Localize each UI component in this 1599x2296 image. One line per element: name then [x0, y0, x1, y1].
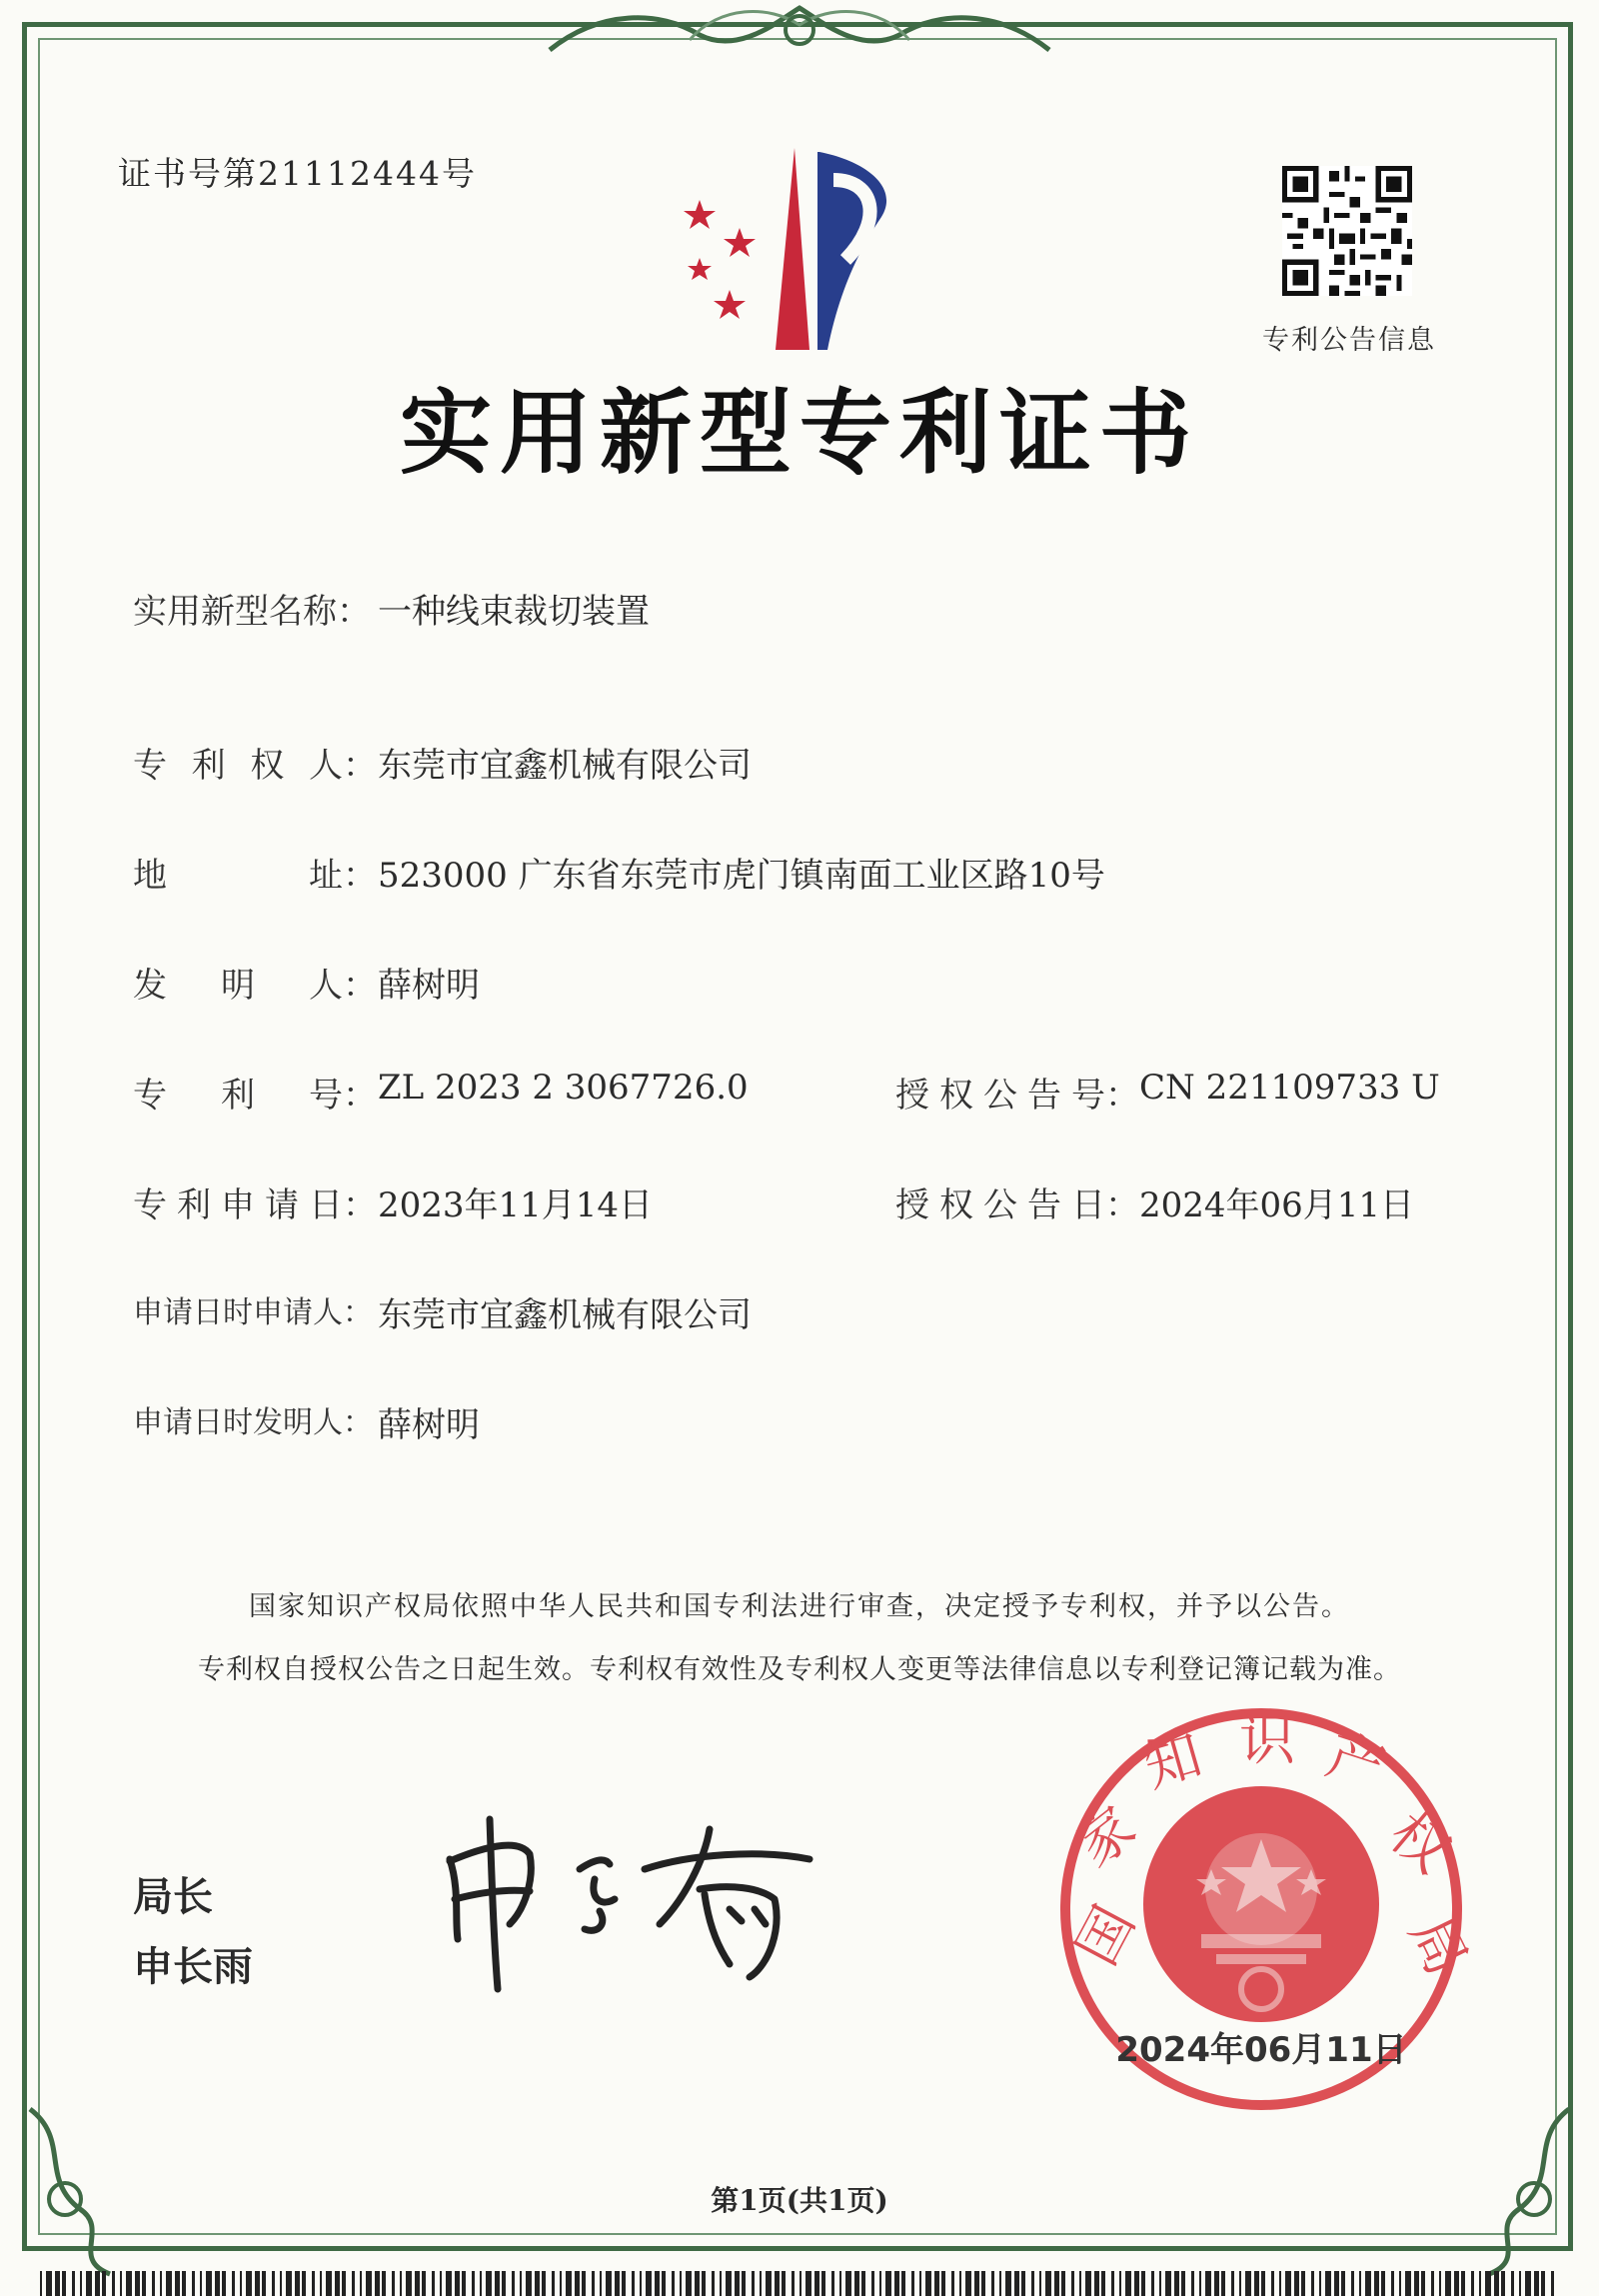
qr-caption: 专利公告信息	[1262, 325, 1436, 356]
colon: ：	[343, 856, 377, 896]
address-label: 地 址	[133, 856, 343, 896]
inventor-at-filing-label: 申请日时发明人：	[133, 1405, 373, 1440]
svg-text:产: 产	[1318, 1722, 1393, 1802]
svg-text:权: 权	[1377, 1799, 1462, 1886]
colon: ：	[343, 1076, 377, 1116]
top-ornament-icon	[540, 0, 1059, 60]
applicant-at-filing-label: 申请日时申请人：	[133, 1295, 373, 1330]
inventor-at-filing-value: 薛树明	[378, 1405, 480, 1445]
colon: ：	[343, 966, 377, 1006]
publication-date-label: 授 权 公 告 日	[895, 1185, 1105, 1225]
seal-date: 2024年06月11日	[1115, 2030, 1407, 2070]
colon: ：	[343, 1185, 377, 1225]
certificate-title: 实用新型专利证书	[399, 380, 1199, 487]
svg-text:家: 家	[1063, 1794, 1148, 1881]
patentee-value: 东莞市宜鑫机械有限公司	[378, 746, 752, 786]
publication-number-label: 授 权 公 告 号	[895, 1076, 1105, 1116]
application-date-value: 2023年11月14日	[378, 1185, 654, 1225]
svg-text:局: 局	[1396, 1906, 1480, 1986]
colon: ：	[1105, 1185, 1139, 1225]
svg-text:知: 知	[1136, 1722, 1209, 1801]
utility-name-label: 实用新型名称：	[133, 592, 371, 632]
barcode-icon	[40, 2271, 1559, 2296]
official-seal-icon	[1051, 1699, 1480, 2119]
certificate-number: 证书号第21112444号	[118, 154, 477, 193]
publication-date-value: 2024年06月11日	[1139, 1185, 1415, 1225]
utility-name-value: 一种线束裁切装置	[378, 592, 650, 632]
handwritten-signature-icon	[430, 1799, 829, 1999]
director-name: 申长雨	[133, 1944, 253, 1990]
address-value: 523000 广东省东莞市虎门镇南面工业区路10号	[378, 856, 1105, 896]
application-date-label: 专 利 申 请 日	[133, 1185, 343, 1225]
patent-number-value: ZL 2023 2 3067726.0	[378, 1068, 749, 1108]
patent-office-logo-icon	[670, 140, 949, 360]
publication-number-value: CN 221109733 U	[1139, 1068, 1440, 1108]
patent-number-label: 专 利 号	[133, 1076, 343, 1116]
qr-code-icon[interactable]	[1282, 166, 1412, 296]
patentee-label: 专 利 权 人	[133, 746, 343, 786]
colon: ：	[1105, 1076, 1139, 1116]
page-number: 第1页(共1页)	[711, 2184, 888, 2217]
director-title: 局长	[133, 1874, 213, 1920]
declaration-line-2: 专利权自授权公告之日起生效。专利权有效性及专利权人变更等法律信息以专利登记簿记载为准。	[198, 1654, 1401, 1685]
corner-ornament-bottom-left-icon	[10, 2099, 130, 2279]
declaration-line-1: 国家知识产权局依照中华人民共和国专利法进行审查，决定授予专利权，并予以公告。	[249, 1591, 1350, 1622]
svg-text:识: 识	[1239, 1708, 1295, 1773]
inventor-label: 发 明 人	[133, 966, 343, 1006]
applicant-at-filing-value: 东莞市宜鑫机械有限公司	[378, 1295, 752, 1335]
colon: ：	[343, 746, 377, 786]
inventor-value: 薛树明	[378, 966, 480, 1006]
corner-ornament-bottom-right-icon	[1469, 2099, 1589, 2279]
svg-text:国: 国	[1063, 1895, 1148, 1976]
